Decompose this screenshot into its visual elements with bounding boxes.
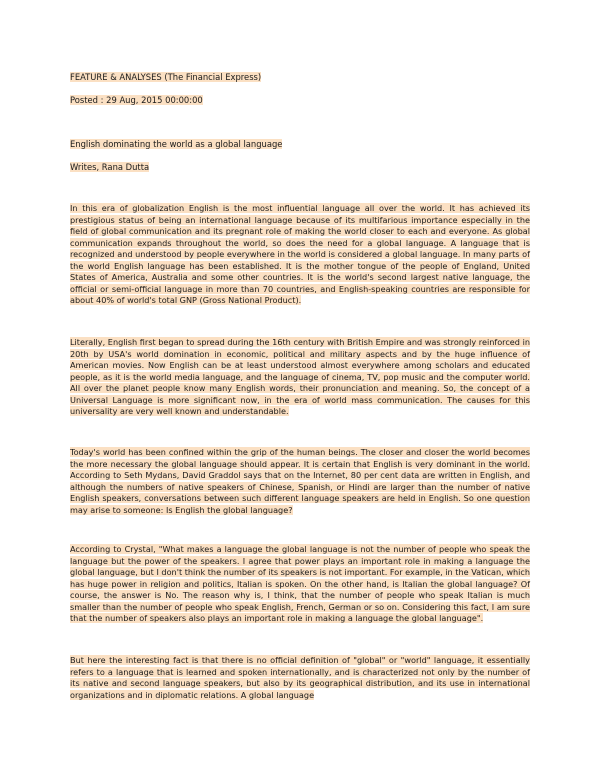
body-paragraph	[70, 203, 530, 307]
body-paragraph	[70, 337, 530, 418]
body-paragraph	[70, 544, 530, 625]
posted-date-line	[70, 95, 203, 106]
paragraph-text: In this era of globalization English is the most influential language all over the world. It has achieved its prestigious status of being an international language because of its multifarious importance especially in the field of global communication and its pregnant role of making the world closer to each and everyone. As global communication expands throughout the world, so does the need for a global language. A language that is recognized and understood by people everywhere in the world is considered a global language. In many parts of the world English language has been established. It is the mother tongue of the people of England, United States of America, Australia and some other countries. It is the world's second largest native language, the official or semi-official language in more than 70 countries, and English-speaking countries are responsible for about 40% of world's total GNP (Gross National Product).	[70, 203, 530, 305]
posted-date: Posted : 29 Aug, 2015 00:00:00	[70, 95, 203, 105]
paragraph-text: Today's world has been confined within the grip of the human beings. The closer and closer the world becomes the more necessary the global language should appear. It is certain that English is very dominant in the world. According to Seth Mydans, David Graddol says that on the Internet, 80 per cent data are written in English, and although the numbers of native speakers of Chinese, Spanish, or Hindi are larger than the number of native English speakers, conversations between such different language speakers are held in English. So one question may arise to someone: Is English the global language?	[70, 447, 530, 515]
article-author-line	[70, 162, 149, 173]
paragraph-text: According to Crystal, "What makes a language the global language is not the number of people who speak the language but the power of the speakers. I agree that power plays an important role in making a language the global language, but I don't think the number of its speakers is not important. For example, in the Vatican, which has huge power in religion and politics, Italian is spoken. On the other hand, is Italian the global language? Of course, the answer is No. The reason why is, I think, that the number of people who speak Italian is much smaller than the number of people who speak English, French, German or so on. Considering this fact, I am sure that the number of speakers also plays an important role in making a language the global language".	[70, 544, 530, 623]
paragraph-text: Literally, English first began to spread during the 16th century with British Empire and was strongly reinforced in 20th by USA's world domination in economic, political and military aspects and by the huge influence of American movies. Now English can be at least understood almost everywhere among scholars and educated people, as it is the world media language, and the language of cinema, TV, pop music and the computer world. All over the planet people know many English words, their pronunciation and meaning. So, the concept of a Universal Language is more significant now, in the era of world mass communication. The causes for this universality are very well known and understandable.	[70, 337, 530, 416]
article-author: Writes, Rana Dutta	[70, 162, 150, 172]
article-header-line	[70, 72, 261, 83]
article-title: English dominating the world as a global language	[70, 139, 283, 149]
body-paragraph	[70, 655, 530, 701]
article-title-line	[70, 139, 282, 150]
body-paragraph	[70, 447, 530, 516]
paragraph-text: But here the interesting fact is that there is no official definition of "global" or "world" language, it essentially refers to a language that is learned and spoken internationally, and is characterized not only by the number of its native and second language speakers, but also by its geographical distribution, and its use in international organizations and in diplomatic relations. A global language	[70, 655, 530, 700]
article-header: FEATURE & ANALYSES (The Financial Express)	[70, 72, 262, 82]
